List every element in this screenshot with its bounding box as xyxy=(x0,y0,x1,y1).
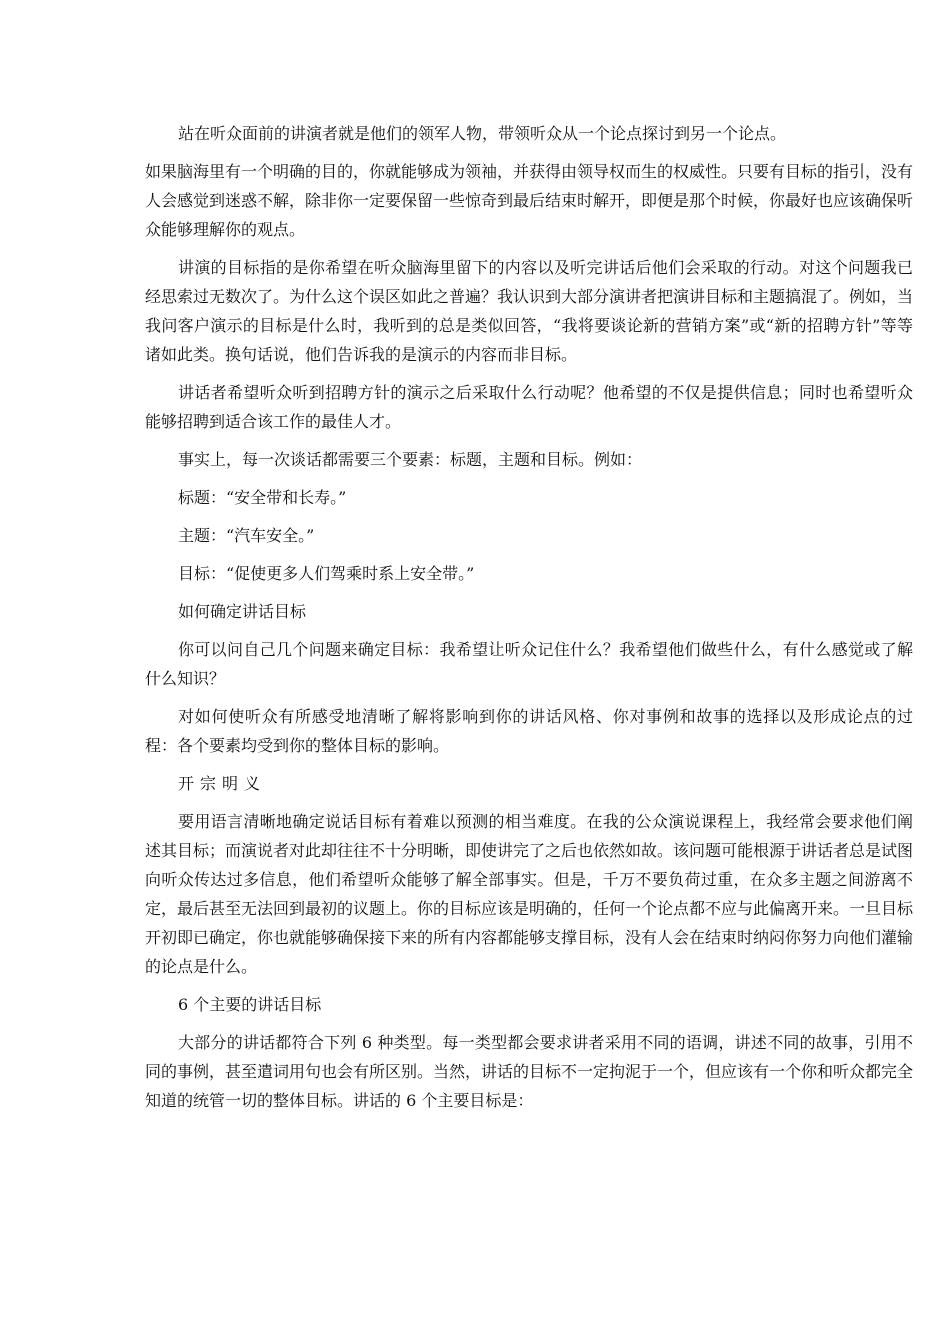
paragraph-theme-example: 主题：“汽车安全。” xyxy=(178,526,315,545)
document-page xyxy=(145,119,913,1124)
paragraph-six-types: 大部分的讲话都符合下列 6 种类型。每一类型都会要求讲者采用不同的语调，讲述不同的故事，引用不同的事例，甚至遣词用句也会有所区别。当然，讲话的目标不一定拘泥于一个，但应该有一个你和听众都完全知道的统管一切的整体目标。讲话的 6 个主要目标是： xyxy=(145,1033,914,1110)
paragraph-difficulty: 要用语言清晰地确定说话目标有着难以预测的相当难度。在我的公众演说课程上，我经常会要求他们阐述其目标；而演说者对此却往往不十分明晰，即使讲完了之后也依然如故。该问题可能根源于讲话者总是试图向听众传达过多信息，他们希望听众能够了解全部事实。但是，千万不要负荷过重，在众多主题之间游离不定，最后甚至无法回到最初的议题上。你的目标应该是明确的，任何一个论点都不应与此偏离开来。一旦目标开初即已确定，你也就能够确保接下来的所有内容都能够支撑目标，没有人会在结束时纳闷你努力向他们灌输的论点是什么。 xyxy=(145,812,914,976)
paragraph-title-example: 标题：“安全带和长寿。” xyxy=(178,488,347,507)
paragraph-clear-purpose: 如果脑海里有一个明确的目的，你就能够成为领袖，并获得由领导权而生的权威性。只要有目标的指引，没有人会感觉到迷惑不解，除非你一定要保留一些惊奇到最后结束时解开，即便是那个时候，你最好也应该确保听众能够理解你的观点。 xyxy=(145,162,914,239)
section-heading-six-goals: 6 个主要的讲话目标 xyxy=(178,995,322,1014)
section-heading-how-to-define: 如何确定讲话目标 xyxy=(178,602,307,621)
paragraph-recruiting-example: 讲话者希望听众听到招聘方针的演示之后采取什么行动呢？他希望的不仅是提供信息；同时也希望听众能够招聘到适合该工作的最佳人才。 xyxy=(145,383,913,431)
paragraph-questions: 你可以问自己几个问题来确定目标：我希望让听众记住什么？我希望他们做些什么，有什么感觉或了解什么知识？ xyxy=(145,640,913,688)
paragraph-three-elements: 事实上，每一次谈话都需要三个要素：标题，主题和目标。例如： xyxy=(178,450,643,469)
paragraph-leader: 站在听众面前的讲演者就是他们的领军人物，带领听众从一个论点探讨到另一个论点。 xyxy=(178,124,787,143)
paragraph-goal-definition: 讲演的目标指的是你希望在听众脑海里留下的内容以及听完讲话后他们会采取的行动。对这个问题我已经思索过无数次了。为什么这个误区如此之普遍？我认识到大部分演讲者把演讲目标和主题搞混了。例如，当我问客户演示的目标是什么时，我听到的总是类似回答，“我将要谈论新的营销方案”或“新的招聘方针”等等诸如此类。换句话说，他们告诉我的是演示的内容而非目标。 xyxy=(145,258,914,364)
paragraph-goal-example: 目标：“促使更多人们驾乘时系上安全带。” xyxy=(178,564,475,583)
section-heading-get-to-point: 开宗明义 xyxy=(178,774,267,793)
paragraph-style-impact: 对如何使听众有所感受地清晰了解将影响到你的讲话风格、你对事例和故事的选择以及形成论点的过程：各个要素均受到你的整体目标的影响。 xyxy=(145,707,913,755)
